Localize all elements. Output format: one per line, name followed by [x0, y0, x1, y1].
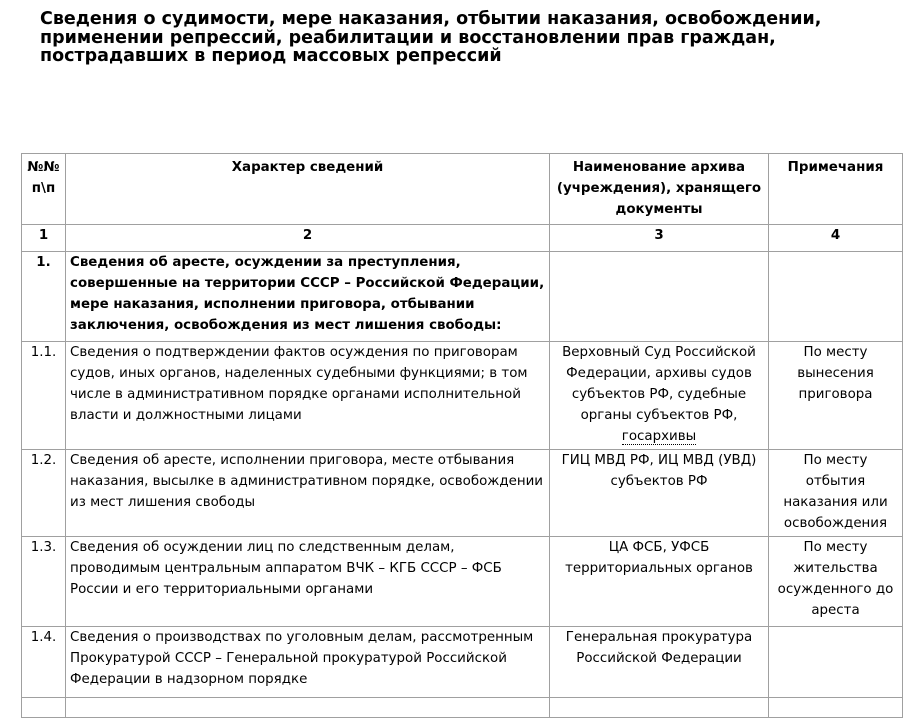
- table-row-partial: [22, 698, 903, 718]
- row-archive: Генеральная прокуратура Российской Федерации: [550, 627, 769, 698]
- header-character: Характер сведений: [66, 154, 550, 225]
- table-row: [22, 537, 903, 627]
- row-num: 1.2.: [22, 450, 66, 537]
- column-index: 3: [550, 225, 769, 252]
- column-index-row: [22, 225, 903, 252]
- section-num: 1.: [22, 252, 66, 342]
- table-row: [22, 627, 903, 698]
- row-archive: ГИЦ МВД РФ, ИЦ МВД (УВД) субъектов РФ: [550, 450, 769, 537]
- row-notes: По месту вынесения приговора: [769, 342, 903, 450]
- row-num: 1.4.: [22, 627, 66, 698]
- header-num: №№ п\п: [22, 154, 66, 225]
- row-notes: По месту жительства осужденного до ареста: [769, 537, 903, 627]
- row-text: Сведения об осуждении лиц по следственным делам, проводимым центральным аппаратом ВЧК – КГБ СССР – ФСБ России и его территориальными органами: [66, 537, 550, 627]
- section-notes: [769, 252, 903, 342]
- archive-text: Верховный Суд Российской Федерации, архивы судов субъектов РФ, судебные органы субъектов РФ,: [562, 345, 756, 423]
- row-text: Сведения об аресте, исполнении приговора, месте отбывания наказания, высылке в административном порядке, освобождении из мест лишения свободы: [66, 450, 550, 537]
- column-index: 1: [22, 225, 66, 252]
- row-notes: По месту отбытия наказания или освобождения: [769, 450, 903, 537]
- row-archive: [550, 342, 769, 450]
- section-archive: [550, 252, 769, 342]
- row-num: 1.1.: [22, 342, 66, 450]
- section-row: [22, 252, 903, 342]
- row-notes: [769, 627, 903, 698]
- column-index: 2: [66, 225, 550, 252]
- table-row: [22, 342, 903, 450]
- section-title: Сведения об аресте, осуждении за преступления, совершенные на территории СССР – Российской Федерации, мере наказания, исполнении приговора, отбывании заключения, освобождения из мест лишения свободы:: [66, 252, 550, 342]
- header-archive: Наименование архива (учреждения), хранящего документы: [550, 154, 769, 225]
- archive-abbr-link[interactable]: госархивы: [621, 429, 697, 444]
- row-num: 1.3.: [22, 537, 66, 627]
- records-table: [21, 153, 903, 718]
- row-archive: ЦА ФСБ, УФСБ территориальных органов: [550, 537, 769, 627]
- row-text: Сведения о подтверждении фактов осуждения по приговорам судов, иных органов, наделенных судебными функциями; в том числе в административном порядке органами исполнительной власти и должностными лицами: [66, 342, 550, 450]
- table-row: [22, 450, 903, 537]
- row-text: Сведения о производствах по уголовным делам, рассмотренным Прокуратурой СССР – Генеральной прокуратурой Российской Федерации в надзорном порядке: [66, 627, 550, 698]
- page-title: Сведения о судимости, мере наказания, отбытии наказания, освобождении, применении репрессий, реабилитации и восстановлении прав граждан, пострадавших в период массовых репрессий: [40, 9, 822, 66]
- column-index: 4: [769, 225, 903, 252]
- header-notes: Примечания: [769, 154, 903, 225]
- table-header-row: [22, 154, 903, 225]
